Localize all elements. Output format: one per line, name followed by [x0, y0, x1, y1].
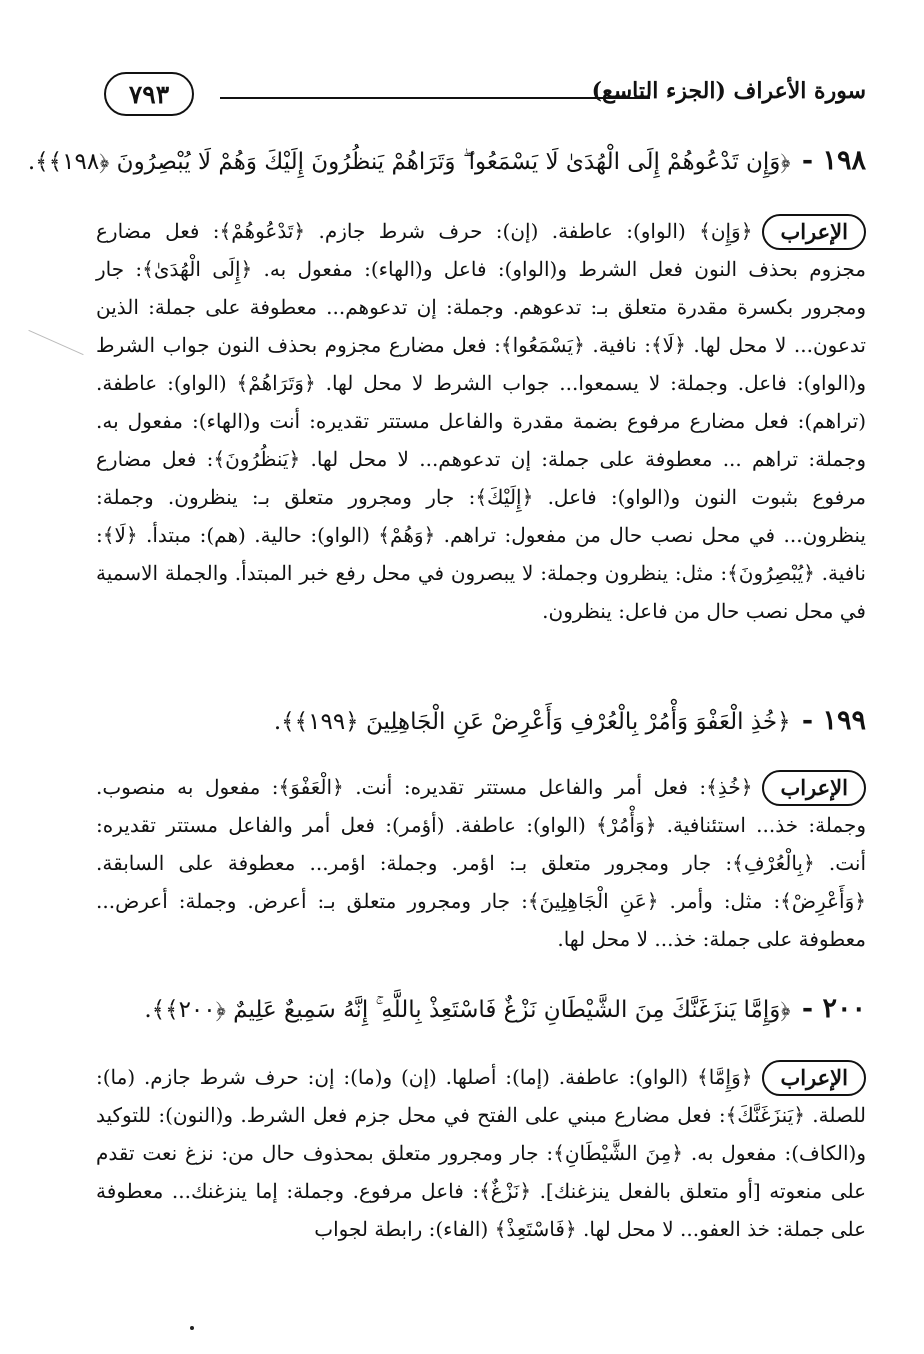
- irab-section-200: [96, 1058, 866, 1298]
- verse-text: ﴿وَإِمَّا يَنزَغَنَّكَ مِنَ الشَّيْطَانِ نَزْغٌ فَاسْتَعِذْ بِاللَّهِ ۚ إِنَّهُ سَمِيعٌ عَلِيمٌ ﴿٢٠٠﴾﴾.: [144, 997, 791, 1023]
- verse-number: ٢٠٠ -: [801, 993, 866, 1024]
- verse-text: ﴿وَإِن تَدْعُوهُمْ إِلَى الْهُدَىٰ لَا يَسْمَعُوا ۖ وَتَرَاهُمْ يَنظُرُونَ إِلَيْكَ وَهُمْ لَا يُبْصِرُونَ ﴿١٩٨﴾﴾.: [27, 149, 791, 175]
- irab-badge: الإعراب: [762, 1060, 866, 1096]
- page-header: [96, 70, 866, 120]
- verse-198: [27, 143, 866, 180]
- verse-number: ١٩٨ -: [801, 145, 866, 176]
- scan-artifact: [28, 330, 83, 355]
- irab-text: ﴿وَإِمَّا﴾ (الواو): عاطفة. (إما): أصلها. (إن) و(ما): إن: حرف شرط جازم. (ما): للصلة. ﴿يَنزَغَنَّكَ﴾: فعل مضارع مبني على الفتح في محل جزم فعل الشرط. و(النون): للتوكيد و(الكاف): مفعول به. ﴿مِنَ الشَّيْطَانِ﴾: جار ومجرور متعلق بمحذوف حال من: نزغ نعت تقدم على منعوته [أو متعلق بالفعل ينزغنك]. ﴿نَزْغٌ﴾: فاعل مرفوع. وجملة: إما ينزغنك... معطوفة على جملة: خذ العفو... لا محل لها. ﴿فَاسْتَعِذْ﴾ (الفاء): رابطة لجواب: [96, 1065, 866, 1241]
- page-number: ٧٩٣: [104, 72, 194, 116]
- irab-badge: الإعراب: [762, 770, 866, 806]
- page-mark: [190, 1326, 194, 1330]
- verse-200: [96, 991, 866, 1028]
- irab-text: ﴿وَإِن﴾ (الواو): عاطفة. (إن): حرف شرط جازم. ﴿تَدْعُوهُمْ﴾: فعل مضارع مجزوم بحذف النون فعل الشرط و(الواو): فاعل و(الهاء): مفعول به. ﴿إِلَى الْهُدَىٰ﴾: جار ومجرور بكسرة مقدرة متعلق بـ: تدعوهم. وجملة: إن تدعوهم... معطوفة على جملة: الذين تدعون... لا محل لها. ﴿لَا﴾: نافية. ﴿يَسْمَعُوا﴾: فعل مضارع مجزوم بحذف النون جواب الشرط و(الواو): فاعل. وجملة: لا يسمعوا... جواب الشرط لا محل لها. ﴿وَتَرَاهُمْ﴾ (الواو): عاطفة. (تراهم): فعل مضارع مرفوع بضمة مقدرة والفاعل مستتر تقديره: أنت و(الهاء): مفعول به. وجملة: تراهم ... معطوفة على جملة: إن تدعوهم... لا محل لها. ﴿يَنظُرُونَ﴾: فعل مضارع مرفوع بثبوت النون و(الواو): فاعل. ﴿إِلَيْكَ﴾: جار ومجرور متعلق بـ: ينظرون. وجملة: ينظرون... في محل نصب حال من مفعول: تراهم. ﴿وَهُمْ﴾ (الواو): حالية. (هم): مبتدأ. ﴿لَا﴾: نافية. ﴿يُبْصِرُونَ﴾: مثل: ينظرون وجملة: لا يبصرون في محل رفع خبر المبتدأ. والجملة الاسمية في محل نصب حال من فاعل: ينظرون.: [96, 219, 866, 623]
- irab-section-199: [96, 768, 866, 978]
- header-rule: [220, 97, 650, 99]
- verse-number: ١٩٩ -: [801, 705, 866, 736]
- verse-text: ﴿خُذِ الْعَفْوَ وَأْمُرْ بِالْعُرْفِ وَأَعْرِضْ عَنِ الْجَاهِلِينَ ﴿١٩٩﴾﴾.: [273, 709, 791, 735]
- irab-section-198: [96, 212, 866, 692]
- verse-199: [96, 703, 866, 740]
- irab-badge: الإعراب: [762, 214, 866, 250]
- header-title: سورة الأعراف (الجزء التاسع): [591, 78, 866, 104]
- irab-text: ﴿خُذِ﴾: فعل أمر والفاعل مستتر تقديره: أنت. ﴿الْعَفْوَ﴾: مفعول به منصوب. وجملة: خذ... استئنافية. ﴿وَأْمُرْ﴾ (الواو): عاطفة. (أؤمر): فعل أمر والفاعل مستتر تقديره: أنت. ﴿بِالْعُرْفِ﴾: جار ومجرور متعلق بـ: اؤمر. وجملة: اؤمر... معطوفة على السابقة. ﴿وَأَعْرِضْ﴾: مثل: وأمر. ﴿عَنِ الْجَاهِلِينَ﴾: جار ومجرور متعلق بـ: أعرض. وجملة: أعرض... معطوفة على جملة: خذ... لا محل لها.: [96, 775, 866, 951]
